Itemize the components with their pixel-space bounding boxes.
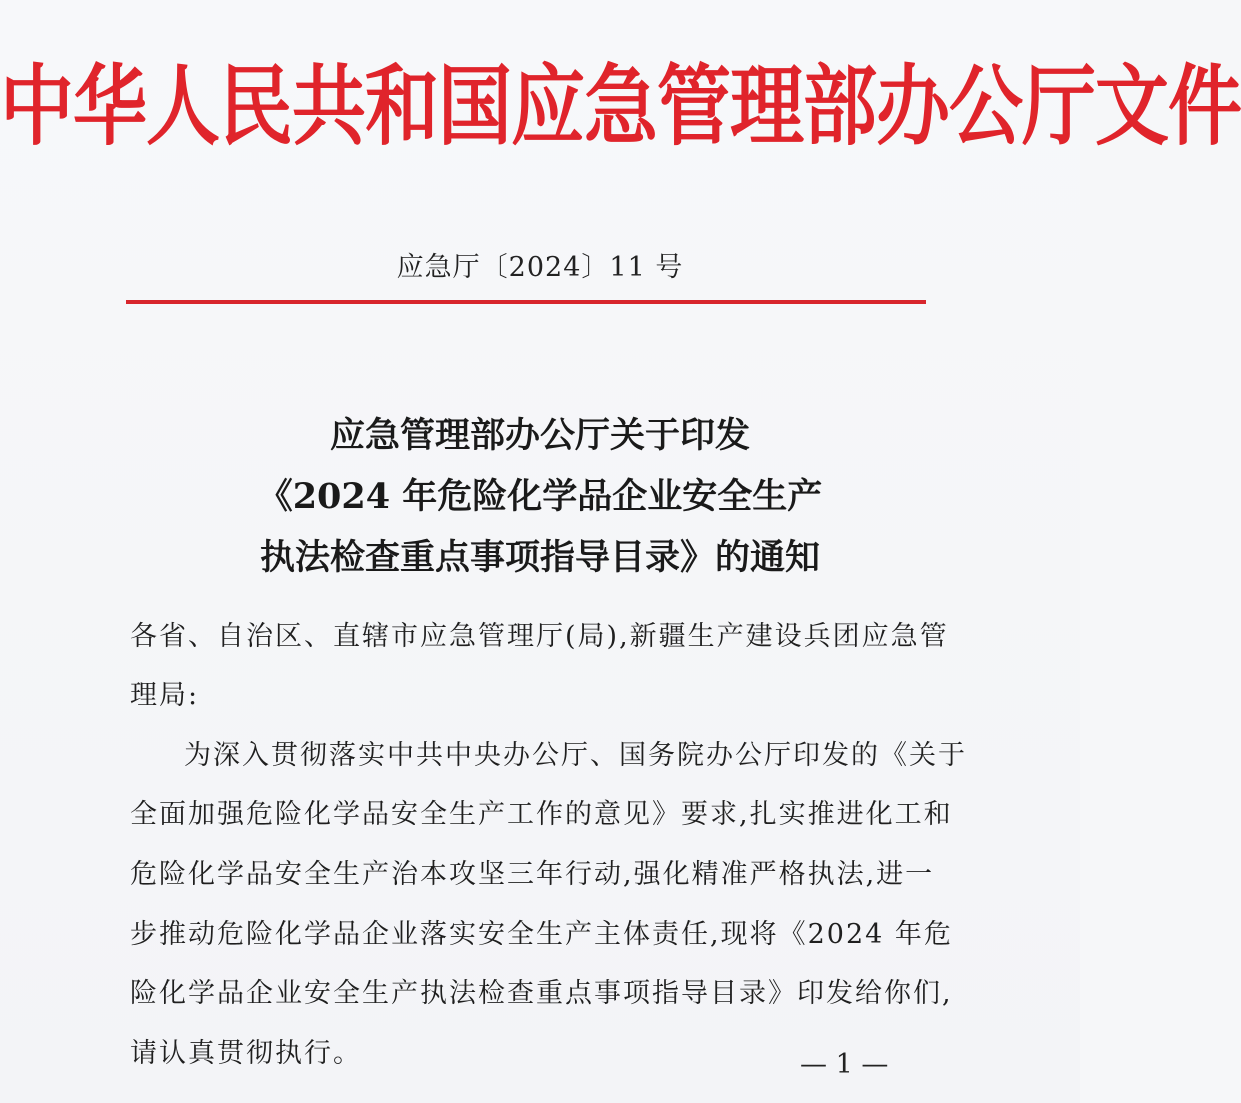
body-line-addressee-cont: 理局: [130, 680, 200, 711]
notice-title-line-1: 应急管理部办公厅关于印发 [329, 415, 750, 456]
page-number: — 1 — [800, 1049, 889, 1080]
body-line-paragraph-start: 为深入贯彻落实中共中央办公厅、国务院办公厅印发的《关于 [184, 740, 967, 771]
body-line: 步推动危险化学品企业落实安全生产主体责任,现将《2024 年危 [130, 919, 953, 950]
body-line: 险化学品企业安全生产执法检查重点事项指导目录》印发给你们, [130, 978, 953, 1009]
body-line: 全面加强危险化学品安全生产工作的意见》要求,扎实推进化工和 [130, 799, 953, 830]
body-line-addressee: 各省、自治区、直辖市应急管理厅(局),新疆生产建设兵团应急管 [130, 621, 949, 652]
red-separator-line [126, 300, 926, 304]
body-line-closing: 请认真贯彻执行。 [130, 1038, 362, 1069]
issuer-header-title: 中华人民共和国应急管理部办公厅文件 [0, 56, 1241, 158]
notice-title-line-2: 《2024 年危险化学品企业安全生产 [257, 476, 823, 517]
document-number: 应急厅〔2024〕11 号 [396, 252, 684, 283]
notice-title-line-3: 执法检查重点事项指导目录》的通知 [259, 537, 820, 578]
body-line: 危险化学品安全生产治本攻坚三年行动,强化精准严格执法,进一 [130, 859, 935, 890]
